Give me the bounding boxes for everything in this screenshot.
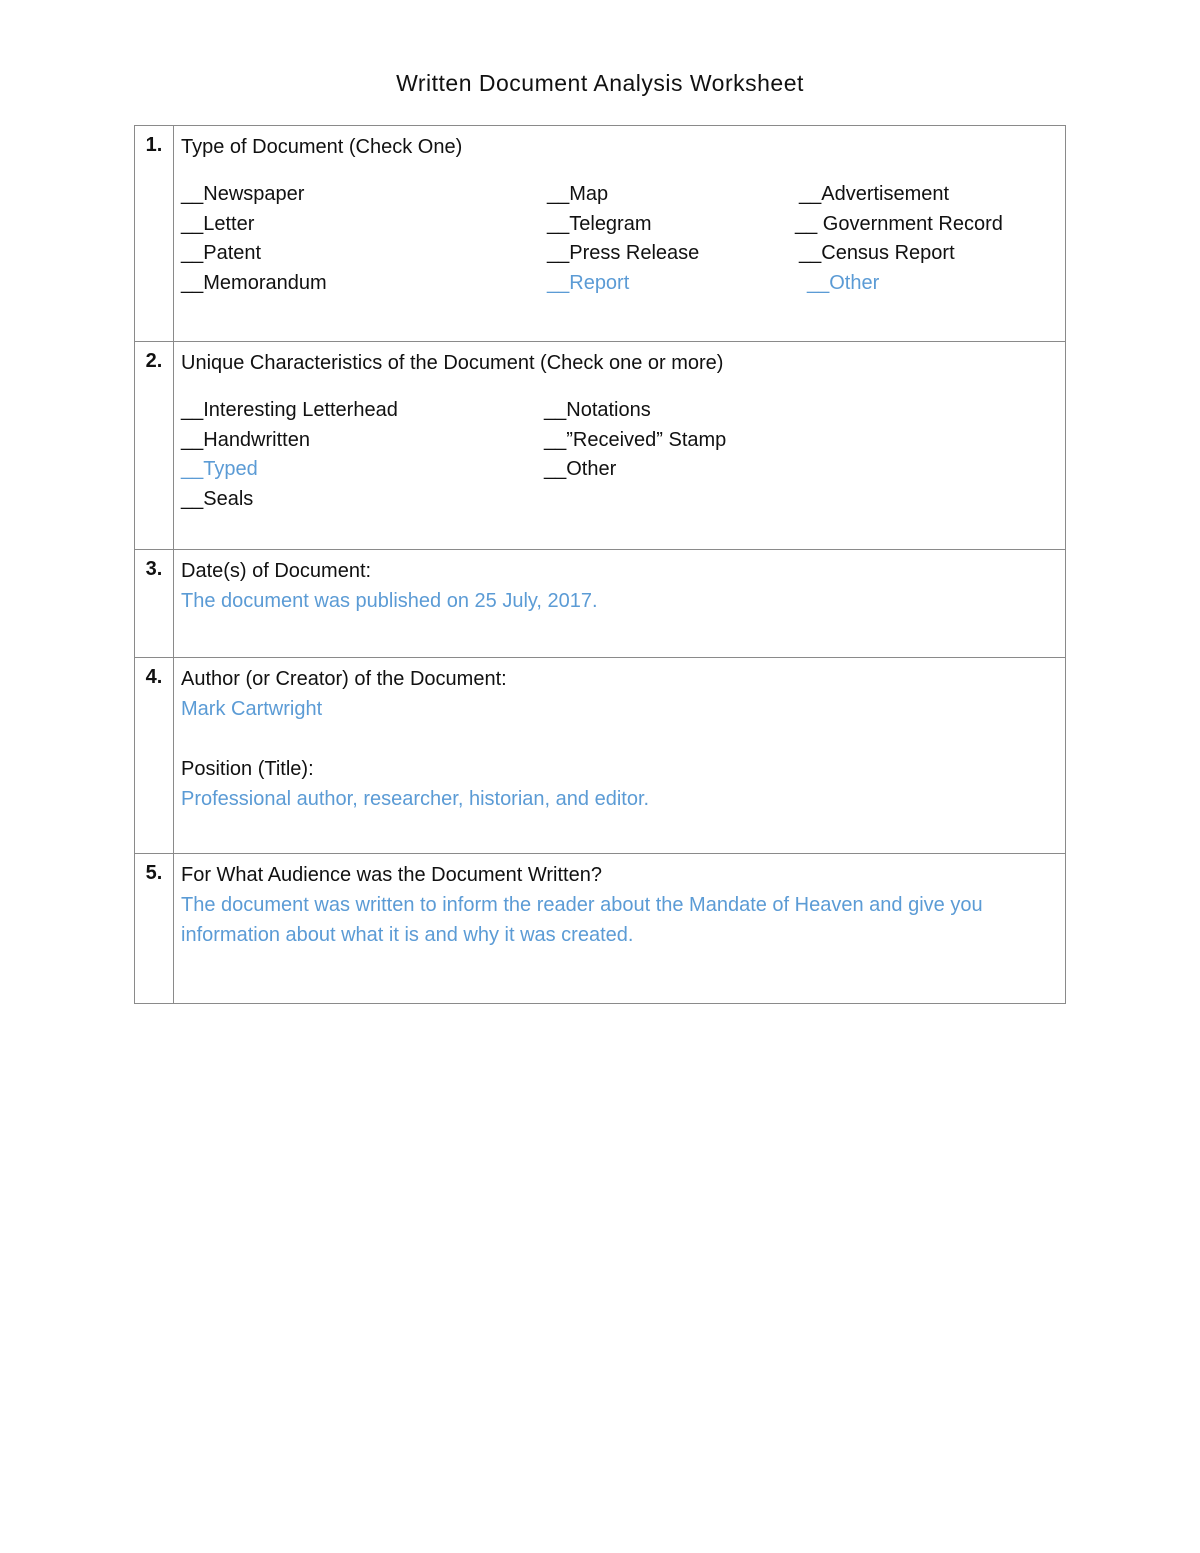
options-column [544, 396, 726, 514]
spacer [181, 724, 1057, 754]
options-column [547, 180, 799, 298]
section-row-3 [135, 550, 1066, 658]
option-report-selected[interactable]: __Report [547, 271, 630, 294]
section-number: 5. [135, 854, 174, 1004]
section-body [174, 854, 1066, 1004]
section-question: Author (or Creator) of the Document: [181, 668, 507, 690]
audience-answer[interactable]: The document was written to inform the reader about the Mandate of Heaven and give you information about what it is and why it was created. [181, 894, 983, 946]
option-seals[interactable]: __Seals [181, 487, 254, 510]
option-map[interactable]: __Map [547, 183, 609, 205]
option-memorandum[interactable]: __Memorandum [181, 271, 327, 294]
option-typed-selected[interactable]: __Typed [181, 458, 258, 481]
option-patent[interactable]: __Patent [181, 242, 262, 265]
section-body [174, 658, 1066, 854]
option-other[interactable]: __Other [544, 458, 617, 481]
section-body [174, 342, 1066, 550]
option-letter[interactable]: __Letter [181, 212, 255, 235]
date-answer[interactable]: The document was published on 25 July, 2017. [181, 590, 598, 612]
option-newspaper[interactable]: __Newspaper [181, 183, 305, 205]
page-title: Written Document Analysis Worksheet [396, 70, 804, 96]
section-number: 4. [135, 658, 174, 854]
section-row-1 [135, 126, 1066, 342]
section-question: Type of Document (Check One) [181, 136, 463, 158]
section-number: 2. [135, 342, 174, 550]
section-number: 3. [135, 550, 174, 658]
section-number: 1. [135, 126, 174, 342]
option-received-stamp[interactable]: __”Received” Stamp [544, 428, 727, 451]
position-answer[interactable]: Professional author, researcher, historian, and editor. [181, 788, 650, 810]
option-government-record[interactable]: __ Government Record [795, 212, 1003, 235]
option-advertisement[interactable]: __Advertisement [799, 183, 950, 205]
option-telegram[interactable]: __Telegram [547, 212, 652, 235]
options-column [181, 396, 544, 514]
author-answer[interactable]: Mark Cartwright [181, 698, 323, 720]
section-body [174, 126, 1066, 342]
option-census-report[interactable]: __Census Report [799, 242, 955, 265]
section-question: For What Audience was the Document Written? [181, 864, 602, 886]
section-question: Date(s) of Document: [181, 560, 372, 582]
section-row-2 [135, 342, 1066, 550]
option-interesting-letterhead[interactable]: __Interesting Letterhead [181, 399, 398, 421]
options-grid [181, 396, 1057, 514]
options-column [795, 180, 1003, 298]
worksheet-table [134, 125, 1066, 1004]
option-notations[interactable]: __Notations [544, 399, 651, 421]
options-column [181, 180, 547, 298]
section-row-5 [135, 854, 1066, 1004]
options-grid [181, 180, 1057, 298]
option-handwritten[interactable]: __Handwritten [181, 428, 310, 451]
section-body [174, 550, 1066, 658]
option-press-release[interactable]: __Press Release [547, 242, 700, 265]
section-question: Unique Characteristics of the Document (Check one or more) [181, 352, 724, 374]
position-question: Position (Title): [181, 758, 314, 780]
section-row-4 [135, 658, 1066, 854]
option-other-selected[interactable]: __Other [807, 271, 880, 294]
